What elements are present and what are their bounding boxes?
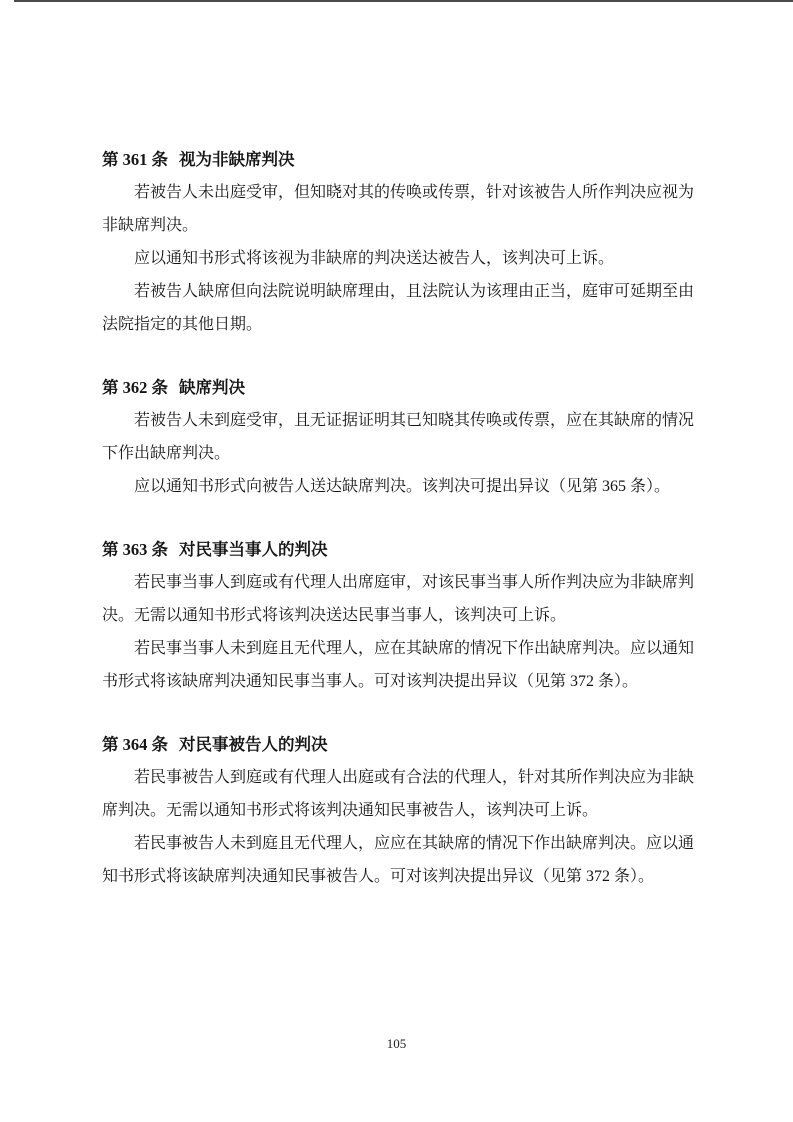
article-364-paragraph-2: 若民事被告人未到庭且无代理人，应应在其缺席的情况下作出缺席判决。应以通知书形式将该缺席判决通知民事被告人。可对该判决提出异议（见第 372 条）。 bbox=[102, 835, 695, 885]
article-361-paragraph-1: 若被告人未出庭受审，但知晓对其的传唤或传票，针对该被告人所作判决应视为非缺席判决。 bbox=[102, 184, 695, 234]
article-363 bbox=[102, 533, 694, 698]
article-363-paragraph-1: 若民事当事人到庭或有代理人出席庭审，对该民事当事人所作判决应为非缺席判决。无需以通知书形式将该判决送达民事当事人，该判决可上诉。 bbox=[102, 574, 695, 624]
article-number: 第 364 条 bbox=[102, 735, 168, 754]
article-361-paragraph-2: 应以通知书形式将该视为非缺席的判决送达被告人，该判决可上诉。 bbox=[134, 250, 615, 267]
article-364-paragraph-1: 若民事被告人到庭或有代理人出庭或有合法的代理人，针对其所作判决应为非缺席判决。无需以通知书形式将该判决通知民事被告人，该判决可上诉。 bbox=[102, 769, 695, 819]
page-number: 105 bbox=[386, 1036, 407, 1051]
article-title: 缺席判决 bbox=[179, 378, 245, 397]
article-364-heading bbox=[102, 728, 694, 761]
article-364 bbox=[102, 728, 694, 893]
document-content bbox=[102, 143, 694, 923]
article-number: 第 361 条 bbox=[102, 150, 168, 169]
article-363-paragraph-2: 若民事当事人未到庭且无代理人，应在其缺席的情况下作出缺席判决。应以通知书形式将该缺席判决通知民事当事人。可对该判决提出异议（见第 372 条）。 bbox=[102, 640, 695, 690]
article-362-paragraph-2: 应以通知书形式向被告人送达缺席判决。该判决可提出异议（见第 365 条）。 bbox=[134, 478, 671, 495]
article-361-paragraph-3: 若被告人缺席但向法院说明缺席理由，且法院认为该理由正当，庭审可延期至由法院指定的其他日期。 bbox=[102, 283, 695, 333]
article-362-heading bbox=[102, 371, 694, 404]
article-363-heading bbox=[102, 533, 694, 566]
article-362 bbox=[102, 371, 694, 503]
article-title: 对民事当事人的判决 bbox=[179, 540, 328, 559]
article-number: 第 363 条 bbox=[102, 540, 168, 559]
article-361 bbox=[102, 143, 694, 341]
scan-edge-artifact bbox=[14, 0, 793, 2]
article-361-heading bbox=[102, 143, 694, 176]
article-362-paragraph-1: 若被告人未到庭受审，且无证据证明其已知晓其传唤或传票，应在其缺席的情况下作出缺席判决。 bbox=[102, 412, 695, 462]
article-title: 视为非缺席判决 bbox=[179, 150, 295, 169]
article-title: 对民事被告人的判决 bbox=[179, 735, 328, 754]
article-number: 第 362 条 bbox=[102, 378, 168, 397]
